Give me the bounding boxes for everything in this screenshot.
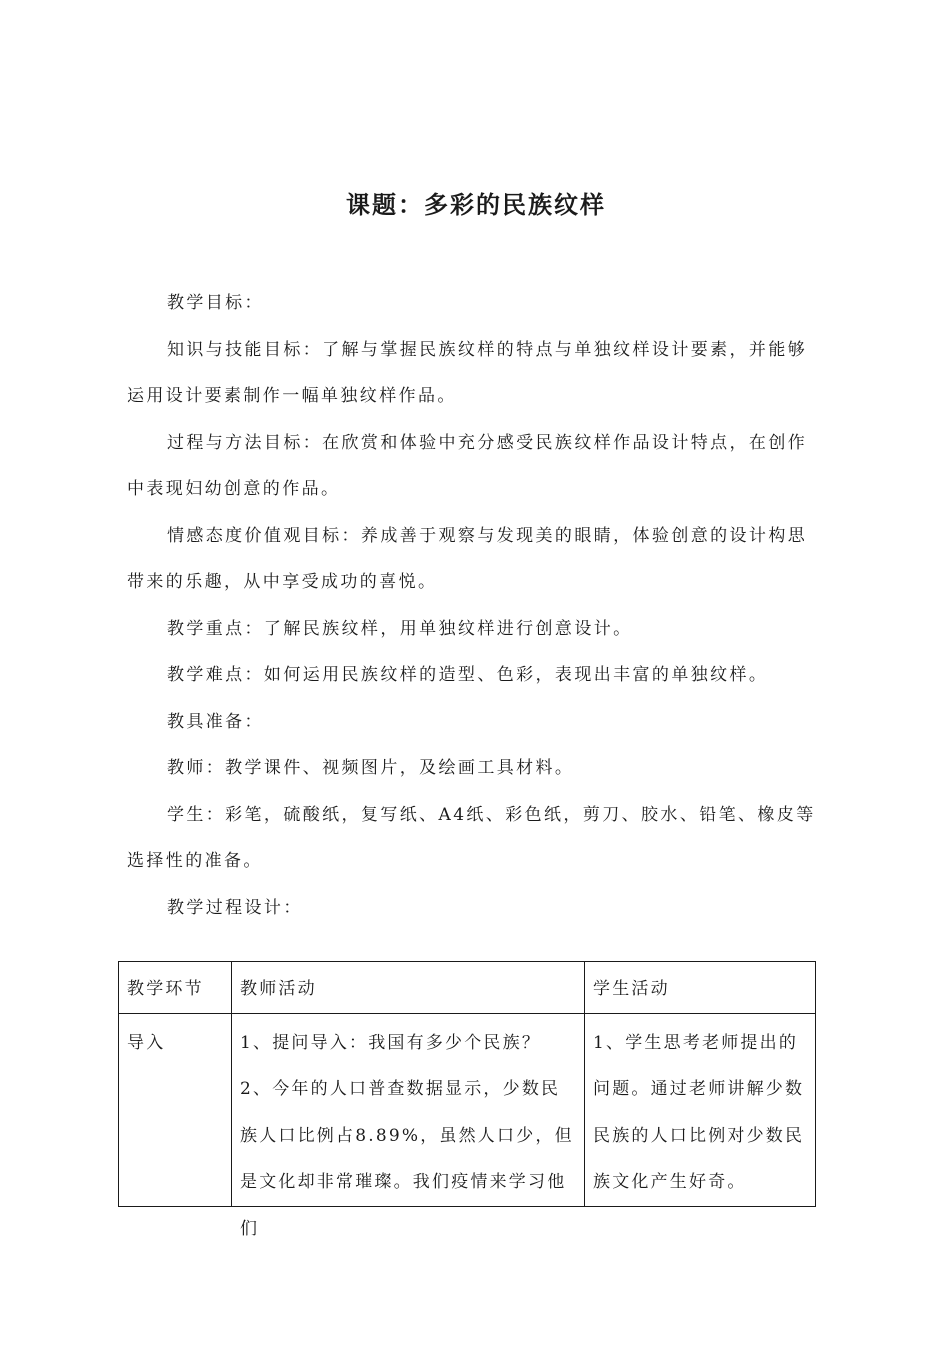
header-student-activity: 学生活动 [585,962,816,1014]
paragraph-teacher-materials: 教师：教学课件、视频图片，及绘画工具材料。 [166,758,575,778]
cell-student-text: 1、学生思考老师提出的问题。通过老师讲解少数民族的人口比例对少数民族文化产生好奇。 [593,1032,805,1192]
paragraph-emotion-goal: 情感态度价值观目标：养成善于观察与发现美的眼睛，体验创意的设计构思带来的乐趣，从中享受成功的喜悦。 [127,525,808,592]
paragraph-teaching-goals: 教学目标： [166,293,264,313]
table-header-row [119,962,816,1014]
paragraph-knowledge-goal: 知识与技能目标：了解与掌握民族纹样的特点与单独纹样设计要素，并能够运用设计要素制作一幅单独纹样作品。 [127,339,808,406]
lesson-process-table [118,961,816,1239]
cell-student-activity [585,1013,816,1206]
paragraph-student-materials: 学生：彩笔，硫酸纸，复写纸、A4纸、彩色纸，剪刀、胶水、铅笔、橡皮等选择性的准备。 [127,804,816,871]
paragraph-key-point: 教学重点：了解民族纹样，用单独纹样进行创意设计。 [166,618,633,639]
document-title: 课题：多彩的民族纹样 [346,191,606,219]
header-stage: 教学环节 [119,962,232,1014]
paragraph-process-design: 教学过程设计： [166,897,303,918]
paragraph-difficulty: 教学难点：如何运用民族纹样的造型、色彩，表现出丰富的单独纹样。 [166,665,769,685]
table-row [119,1013,816,1206]
paragraph-materials: 教具准备： [166,711,264,732]
document-body [127,280,819,931]
cell-teacher-text: 1、提问导入：我国有多少个民族？ 2、今年的人口普查数据显示，少数民族人口比例占8.89%，虽然人口少，但是文化却非常璀璨。我们疫情来学习他们 [240,1032,574,1239]
cell-stage-text: 导入 [127,1032,166,1053]
cell-stage [119,1013,232,1206]
header-teacher-activity: 教师活动 [232,962,585,1014]
paragraph-process-goal: 过程与方法目标：在欣赏和体验中充分感受民族纹样作品设计特点，在创作中表现妇幼创意的作品。 [127,432,808,499]
cell-teacher-activity [232,1013,585,1239]
